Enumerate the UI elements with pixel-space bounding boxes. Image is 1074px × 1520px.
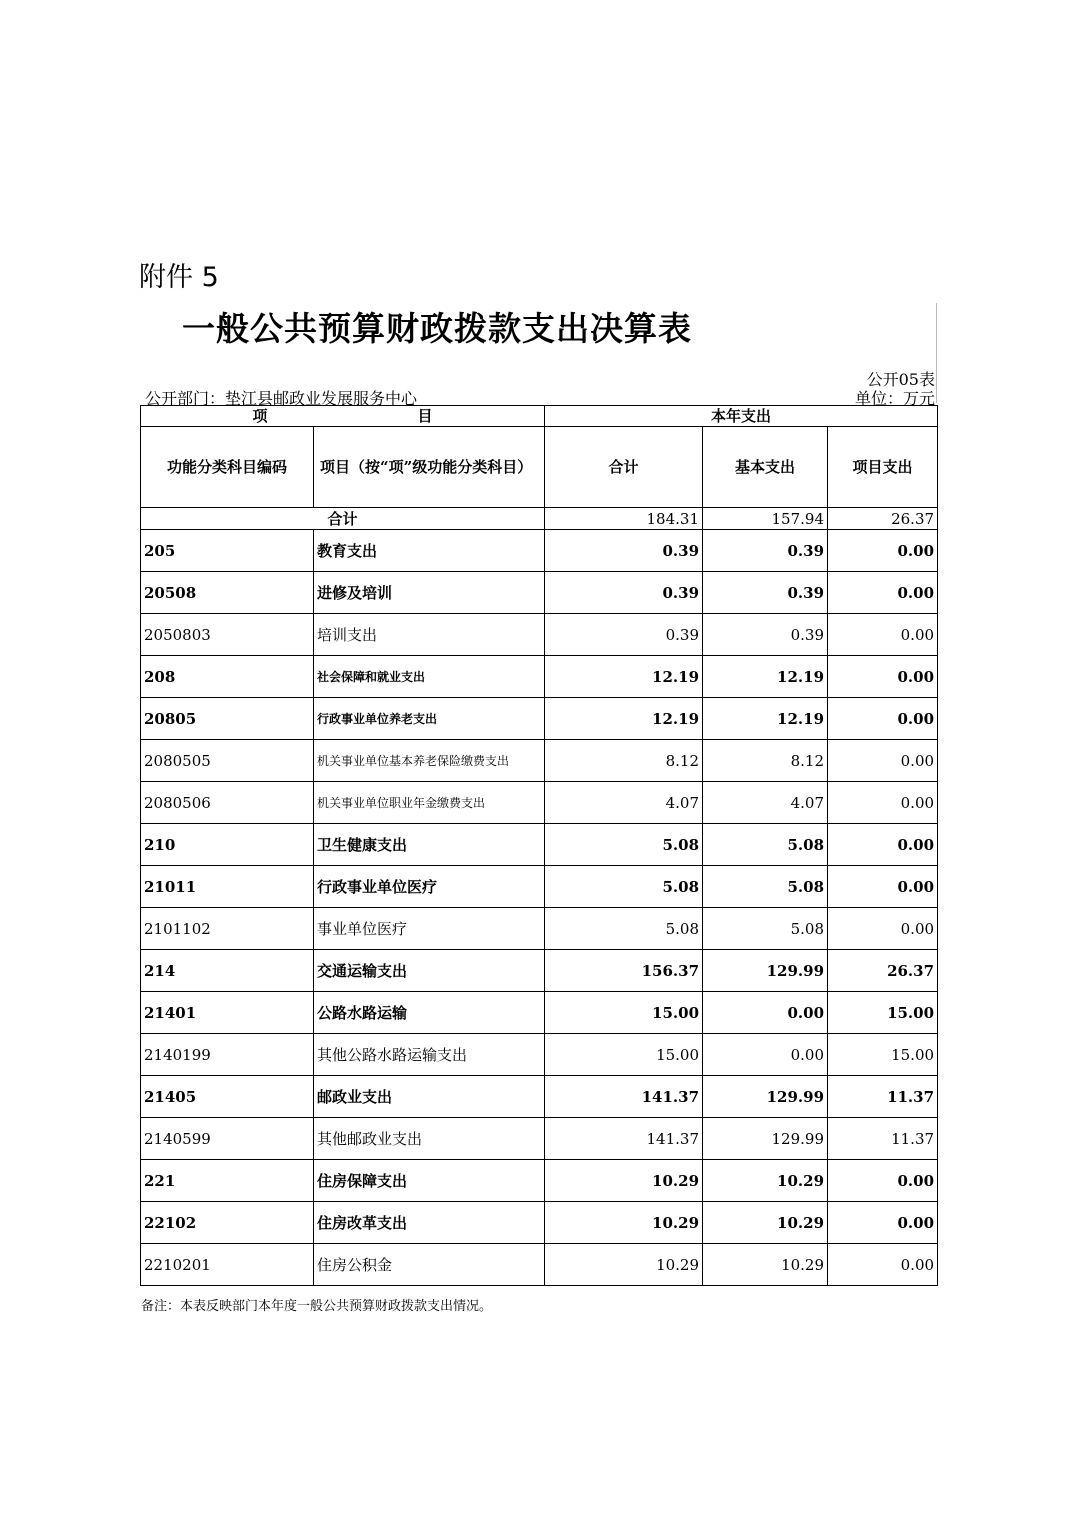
row-total: 5.08 xyxy=(545,824,703,866)
row-name: 住房公积金 xyxy=(314,1244,545,1286)
table-row xyxy=(141,530,938,572)
row-total: 141.37 xyxy=(545,1118,703,1160)
table-row xyxy=(141,1202,938,1244)
expenditure-table xyxy=(140,405,938,1286)
total-project: 26.37 xyxy=(828,508,938,530)
divider-line xyxy=(936,303,937,403)
row-code: 2080505 xyxy=(141,740,314,782)
row-project: 0.00 xyxy=(828,614,938,656)
row-total: 0.39 xyxy=(545,530,703,572)
row-basic: 4.07 xyxy=(703,782,828,824)
row-code: 22102 xyxy=(141,1202,314,1244)
row-name: 培训支出 xyxy=(314,614,545,656)
row-basic: 129.99 xyxy=(703,1076,828,1118)
row-project: 0.00 xyxy=(828,740,938,782)
row-basic: 12.19 xyxy=(703,656,828,698)
row-total: 5.08 xyxy=(545,866,703,908)
row-code: 208 xyxy=(141,656,314,698)
row-name: 机关事业单位基本养老保险缴费支出 xyxy=(314,740,545,782)
header-code: 功能分类科目编码 xyxy=(141,427,314,508)
table-row xyxy=(141,1034,938,1076)
table-row xyxy=(141,950,938,992)
row-total: 156.37 xyxy=(545,950,703,992)
row-project: 0.00 xyxy=(828,572,938,614)
row-name: 公路水路运输 xyxy=(314,992,545,1034)
table-row xyxy=(141,782,938,824)
table-row xyxy=(141,1160,938,1202)
row-code: 2140599 xyxy=(141,1118,314,1160)
row-name: 其他公路水路运输支出 xyxy=(314,1034,545,1076)
table-row xyxy=(141,1076,938,1118)
row-project: 0.00 xyxy=(828,908,938,950)
row-total: 5.08 xyxy=(545,908,703,950)
row-basic: 0.39 xyxy=(703,530,828,572)
table-row xyxy=(141,992,938,1034)
row-total: 12.19 xyxy=(545,656,703,698)
header-item: 项 目 xyxy=(141,406,545,427)
row-project: 0.00 xyxy=(828,698,938,740)
unit-label: 单位：万元 xyxy=(854,389,935,408)
row-name: 住房改革支出 xyxy=(314,1202,545,1244)
row-code: 20508 xyxy=(141,572,314,614)
row-total: 0.39 xyxy=(545,572,703,614)
row-project: 0.00 xyxy=(828,866,938,908)
row-total: 10.29 xyxy=(545,1160,703,1202)
row-basic: 5.08 xyxy=(703,866,828,908)
total-basic: 157.94 xyxy=(703,508,828,530)
row-total: 141.37 xyxy=(545,1076,703,1118)
row-code: 214 xyxy=(141,950,314,992)
row-project: 0.00 xyxy=(828,1160,938,1202)
row-name: 行政事业单位养老支出 xyxy=(314,698,545,740)
row-code: 210 xyxy=(141,824,314,866)
row-project: 15.00 xyxy=(828,992,938,1034)
table-row xyxy=(141,824,938,866)
header-project: 项目支出 xyxy=(828,427,938,508)
table-row xyxy=(141,656,938,698)
row-code: 221 xyxy=(141,1160,314,1202)
row-project: 0.00 xyxy=(828,656,938,698)
row-total: 0.39 xyxy=(545,614,703,656)
row-total: 4.07 xyxy=(545,782,703,824)
row-name: 社会保障和就业支出 xyxy=(314,656,545,698)
row-name: 交通运输支出 xyxy=(314,950,545,992)
table-row xyxy=(141,1244,938,1286)
row-code: 2050803 xyxy=(141,614,314,656)
header-total: 合计 xyxy=(545,427,703,508)
row-project: 0.00 xyxy=(828,824,938,866)
row-name: 事业单位医疗 xyxy=(314,908,545,950)
row-code: 2210201 xyxy=(141,1244,314,1286)
row-project: 11.37 xyxy=(828,1118,938,1160)
row-project: 26.37 xyxy=(828,950,938,992)
row-name: 卫生健康支出 xyxy=(314,824,545,866)
row-basic: 5.08 xyxy=(703,824,828,866)
header-basic: 基本支出 xyxy=(703,427,828,508)
row-basic: 0.00 xyxy=(703,1034,828,1076)
total-sum: 184.31 xyxy=(545,508,703,530)
row-code: 205 xyxy=(141,530,314,572)
row-basic: 5.08 xyxy=(703,908,828,950)
row-basic: 0.39 xyxy=(703,572,828,614)
row-code: 21401 xyxy=(141,992,314,1034)
row-basic: 10.29 xyxy=(703,1202,828,1244)
row-name: 进修及培训 xyxy=(314,572,545,614)
row-name: 邮政业支出 xyxy=(314,1076,545,1118)
row-name: 行政事业单位医疗 xyxy=(314,866,545,908)
row-code: 2140199 xyxy=(141,1034,314,1076)
table-number: 公开05表 xyxy=(866,370,935,389)
row-code: 20805 xyxy=(141,698,314,740)
row-basic: 10.29 xyxy=(703,1160,828,1202)
page-title: 一般公共预算财政拨款支出决算表 xyxy=(182,309,692,348)
row-name: 教育支出 xyxy=(314,530,545,572)
row-project: 15.00 xyxy=(828,1034,938,1076)
table-row xyxy=(141,572,938,614)
row-total: 10.29 xyxy=(545,1244,703,1286)
row-total: 10.29 xyxy=(545,1202,703,1244)
row-total: 15.00 xyxy=(545,1034,703,1076)
table-row xyxy=(141,908,938,950)
total-label: 合计 xyxy=(141,508,545,530)
footnote: 备注：本表反映部门本年度一般公共预算财政拨款支出情况。 xyxy=(141,1299,493,1314)
row-basic: 10.29 xyxy=(703,1244,828,1286)
table-row xyxy=(141,614,938,656)
table-row xyxy=(141,866,938,908)
row-code: 21405 xyxy=(141,1076,314,1118)
row-name: 其他邮政业支出 xyxy=(314,1118,545,1160)
row-total: 15.00 xyxy=(545,992,703,1034)
row-code: 2080506 xyxy=(141,782,314,824)
row-project: 0.00 xyxy=(828,1202,938,1244)
row-basic: 12.19 xyxy=(703,698,828,740)
row-project: 11.37 xyxy=(828,1076,938,1118)
row-basic: 129.99 xyxy=(703,1118,828,1160)
header-current-year: 本年支出 xyxy=(545,406,938,427)
header-name: 项目（按“项”级功能分类科目） xyxy=(314,427,545,508)
row-total: 8.12 xyxy=(545,740,703,782)
department-label: 公开部门：垫江县邮政业发展服务中心 xyxy=(145,389,418,408)
row-project: 0.00 xyxy=(828,782,938,824)
table-row xyxy=(141,698,938,740)
row-code: 21011 xyxy=(141,866,314,908)
attachment-label: 附件 5 xyxy=(139,262,219,293)
row-name: 机关事业单位职业年金缴费支出 xyxy=(314,782,545,824)
row-name: 住房保障支出 xyxy=(314,1160,545,1202)
row-basic: 0.39 xyxy=(703,614,828,656)
table-row xyxy=(141,1118,938,1160)
row-basic: 8.12 xyxy=(703,740,828,782)
row-project: 0.00 xyxy=(828,1244,938,1286)
total-row xyxy=(141,508,938,530)
row-total: 12.19 xyxy=(545,698,703,740)
row-code: 2101102 xyxy=(141,908,314,950)
row-basic: 129.99 xyxy=(703,950,828,992)
row-basic: 0.00 xyxy=(703,992,828,1034)
row-project: 0.00 xyxy=(828,530,938,572)
table-row xyxy=(141,740,938,782)
